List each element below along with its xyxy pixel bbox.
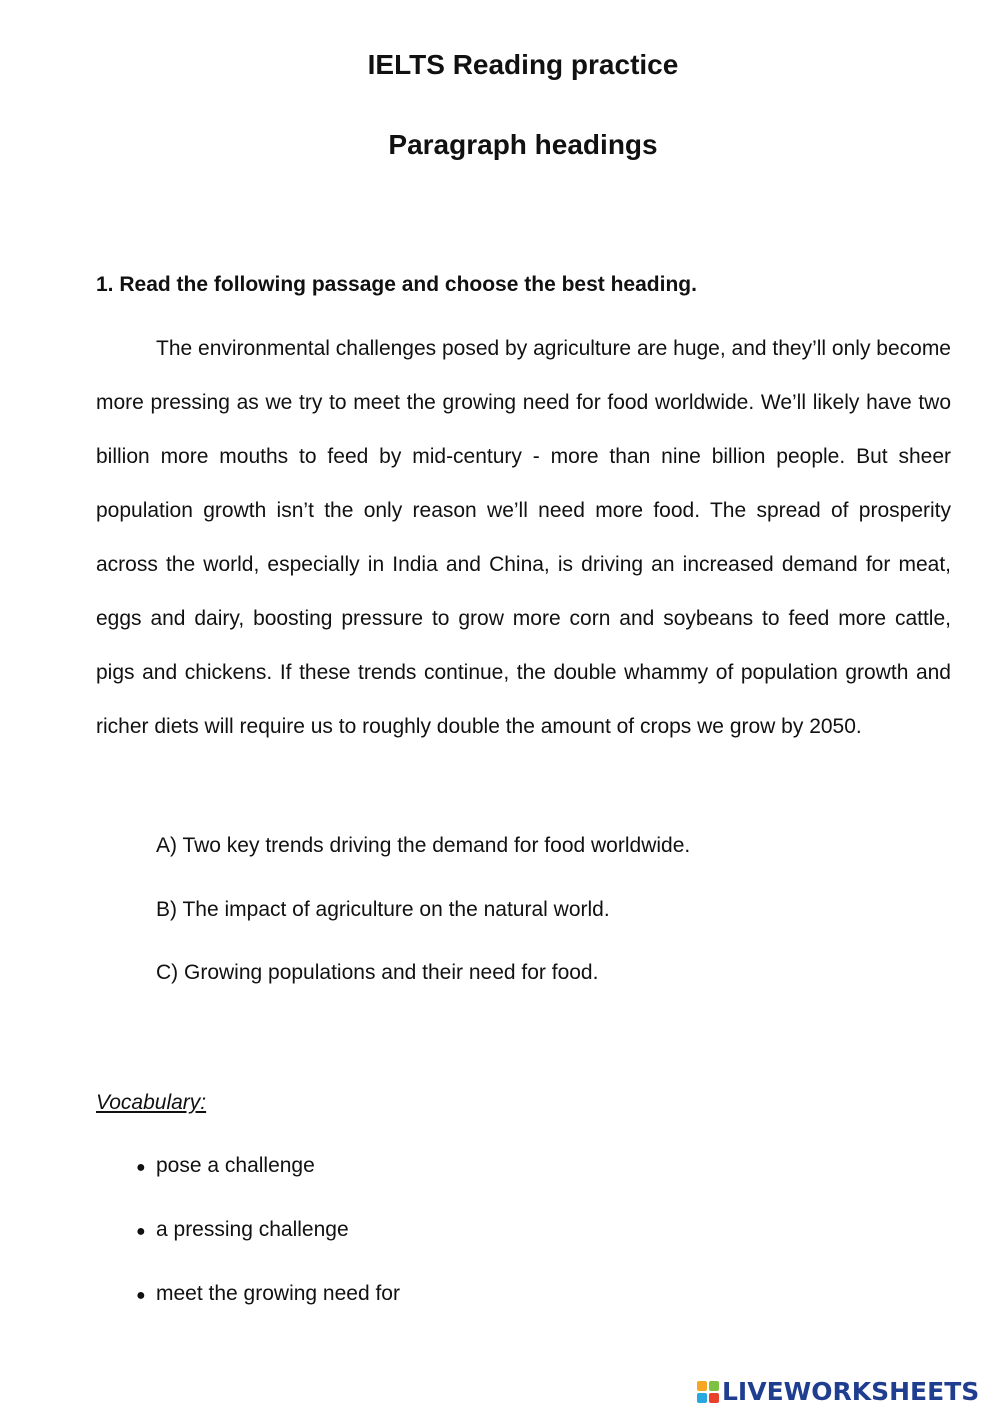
page-subtitle: Paragraph headings bbox=[388, 129, 658, 160]
bullet-icon: ● bbox=[136, 1223, 146, 1240]
heading-option-c[interactable]: C) Growing populations and their need for food. bbox=[156, 961, 599, 984]
heading-option-b[interactable]: B) The impact of agriculture on the natural world. bbox=[156, 898, 610, 921]
question-instruction: 1. Read the following passage and choose the best heading. bbox=[96, 273, 697, 296]
page-title: IELTS Reading practice bbox=[367, 49, 679, 80]
vocabulary-item bbox=[136, 1152, 315, 1182]
brand-logo-text: LIVEWORKSHEETS bbox=[722, 1377, 980, 1406]
vocabulary-item bbox=[136, 1280, 400, 1310]
logo-tile bbox=[709, 1381, 719, 1391]
heading-option-a[interactable]: A) Two key trends driving the demand for food worldwide. bbox=[156, 834, 691, 857]
logo-tile bbox=[709, 1393, 719, 1403]
liveworksheets-brand[interactable] bbox=[697, 1376, 979, 1408]
bullet-icon: ● bbox=[136, 1287, 146, 1304]
vocabulary-item-text: meet the growing need for bbox=[156, 1282, 400, 1305]
logo-tile bbox=[697, 1393, 707, 1403]
liveworksheets-logo-icon bbox=[697, 1381, 719, 1403]
vocabulary-item bbox=[136, 1216, 349, 1246]
vocabulary-item-text: pose a challenge bbox=[156, 1154, 315, 1177]
reading-passage: The environmental challenges posed by agriculture are huge, and they’ll only become more pressing as we try to meet the growing need for food worldwide. We’ll likely have two billion more mouths to feed by mid-century - more than nine billion people. But sheer population growth isn’t the only reason we’ll need more food. The spread of prosperity across the world, especially in India and China, is driving an increased demand for meat, eggs and dairy, boosting pressure to grow more corn and soybeans to feed more cattle, pigs and chickens. If these trends continue, the double whammy of population growth and richer diets will require us to roughly double the amount of crops we grow by 2050. bbox=[96, 337, 951, 738]
logo-tile bbox=[697, 1381, 707, 1391]
vocabulary-heading: Vocabulary: bbox=[96, 1091, 207, 1114]
bullet-icon: ● bbox=[136, 1159, 146, 1176]
vocabulary-item-text: a pressing challenge bbox=[156, 1218, 349, 1241]
